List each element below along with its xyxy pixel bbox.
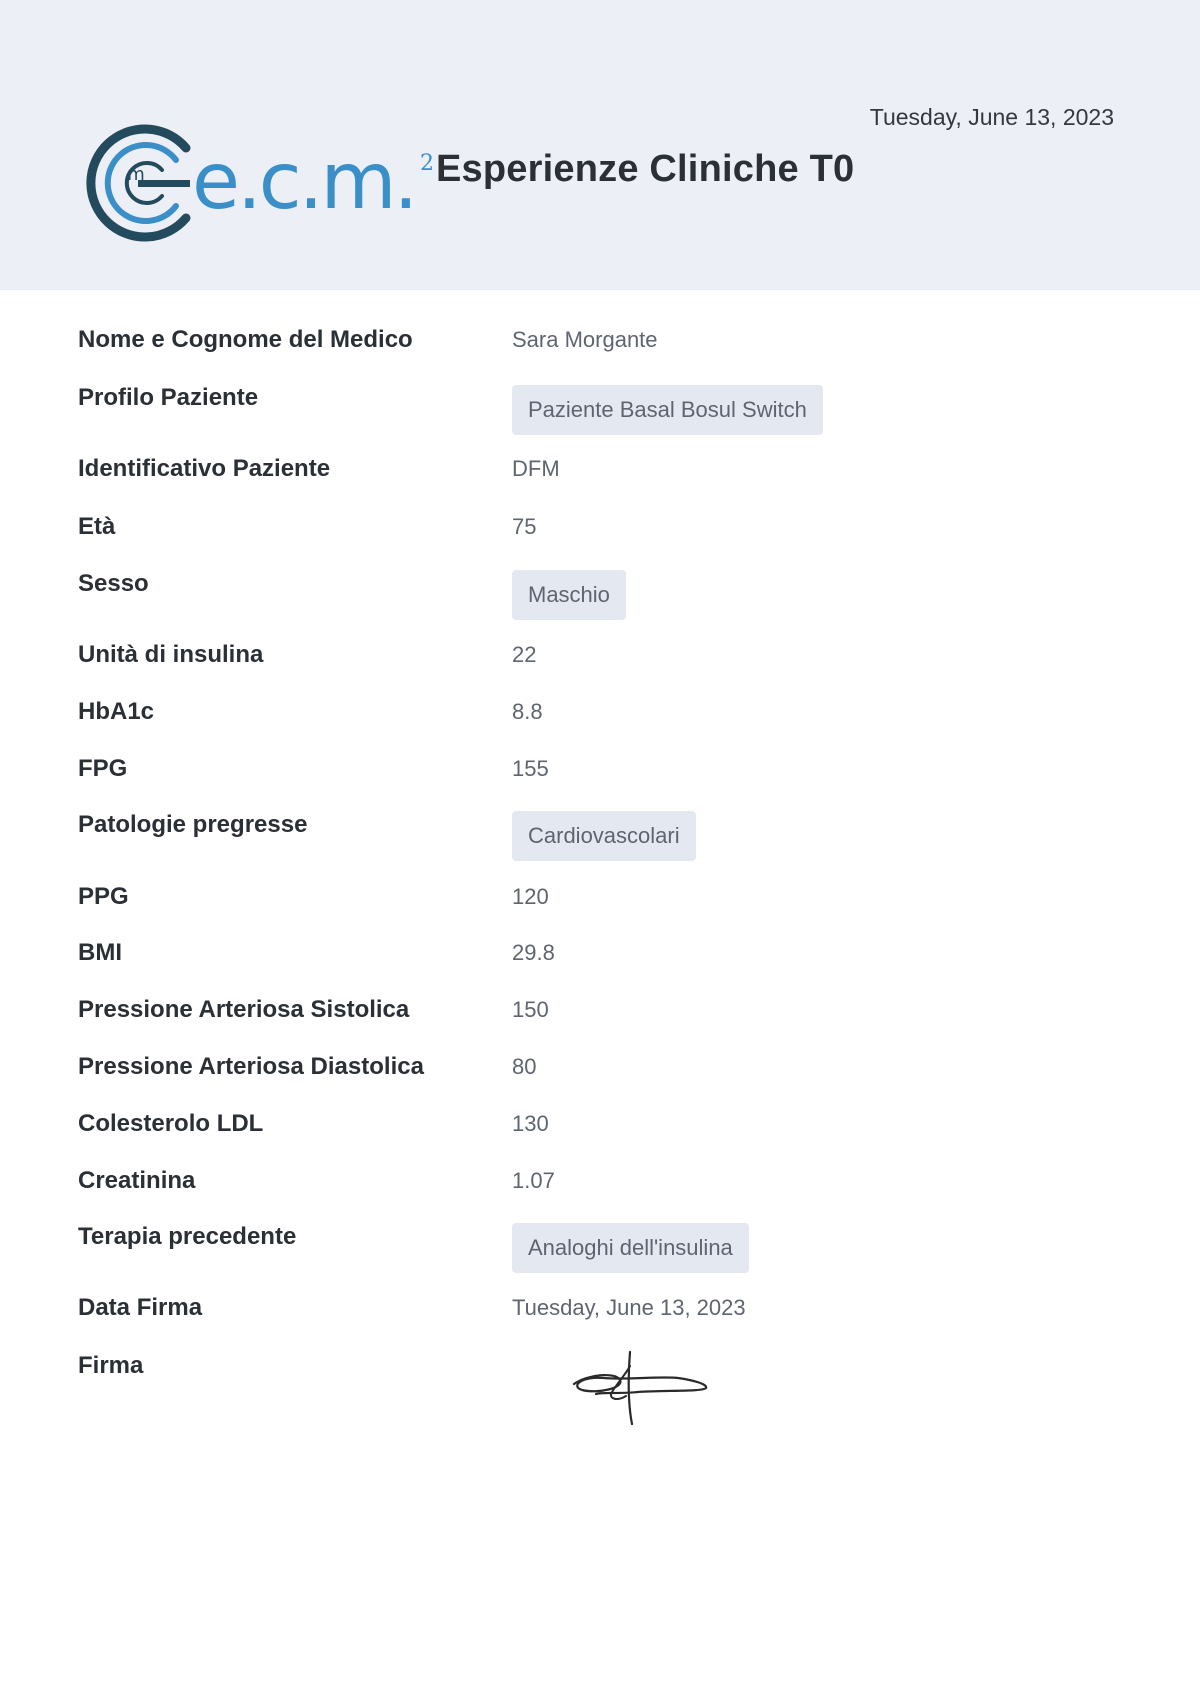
logo-text: e.c.m. (192, 137, 416, 227)
field-value-chip: Paziente Basal Bosul Switch (512, 385, 823, 435)
field-value: 1.07 (512, 1168, 555, 1193)
field-value: 155 (512, 756, 549, 781)
field-value-chip: Analoghi dell'insulina (512, 1223, 749, 1273)
field-label: Nome e Cognome del Medico (78, 326, 413, 353)
field-label: Patologie pregresse (78, 811, 308, 838)
field-value: 22 (512, 642, 537, 667)
field-label: Identificativo Paziente (78, 455, 331, 482)
field-value: 8.8 (512, 699, 543, 724)
field-label: HbA1c (78, 698, 155, 725)
field-value: Tuesday, June 13, 2023 (512, 1295, 746, 1320)
field-value: 80 (512, 1054, 537, 1079)
field-label: Data Firma (78, 1294, 203, 1321)
field-label: Pressione Arteriosa Diastolica (78, 1053, 424, 1080)
field-value-chip: Maschio (512, 570, 626, 620)
logo-mark-letter: m (127, 164, 145, 185)
field-label: Terapia precedente (78, 1223, 297, 1250)
logo-superscript: 2 (420, 151, 434, 176)
field-value: 29.8 (512, 940, 555, 965)
field-value: 75 (512, 514, 537, 539)
field-label: Firma (78, 1352, 144, 1379)
field-label: Pressione Arteriosa Sistolica (78, 996, 410, 1023)
header-date: Tuesday, June 13, 2023 (869, 104, 1114, 130)
field-value: DFM (512, 456, 560, 481)
field-value: 130 (512, 1111, 549, 1136)
field-label: Sesso (78, 570, 149, 597)
field-value: Sara Morgante (512, 327, 658, 352)
field-label: Profilo Paziente (78, 384, 259, 411)
field-label: BMI (78, 939, 122, 966)
page-title: Esperienze Cliniche T0 (436, 148, 855, 190)
field-label: Età (78, 513, 116, 540)
field-value: 120 (512, 884, 549, 909)
signature-image (568, 1346, 718, 1431)
field-value-chip: Cardiovascolari (512, 811, 696, 861)
field-label: Creatinina (78, 1167, 196, 1194)
field-label: FPG (78, 755, 128, 782)
field-label: PPG (78, 883, 129, 910)
field-label: Colesterolo LDL (78, 1110, 264, 1137)
field-label: Unità di insulina (78, 641, 264, 668)
field-value: 150 (512, 997, 549, 1022)
